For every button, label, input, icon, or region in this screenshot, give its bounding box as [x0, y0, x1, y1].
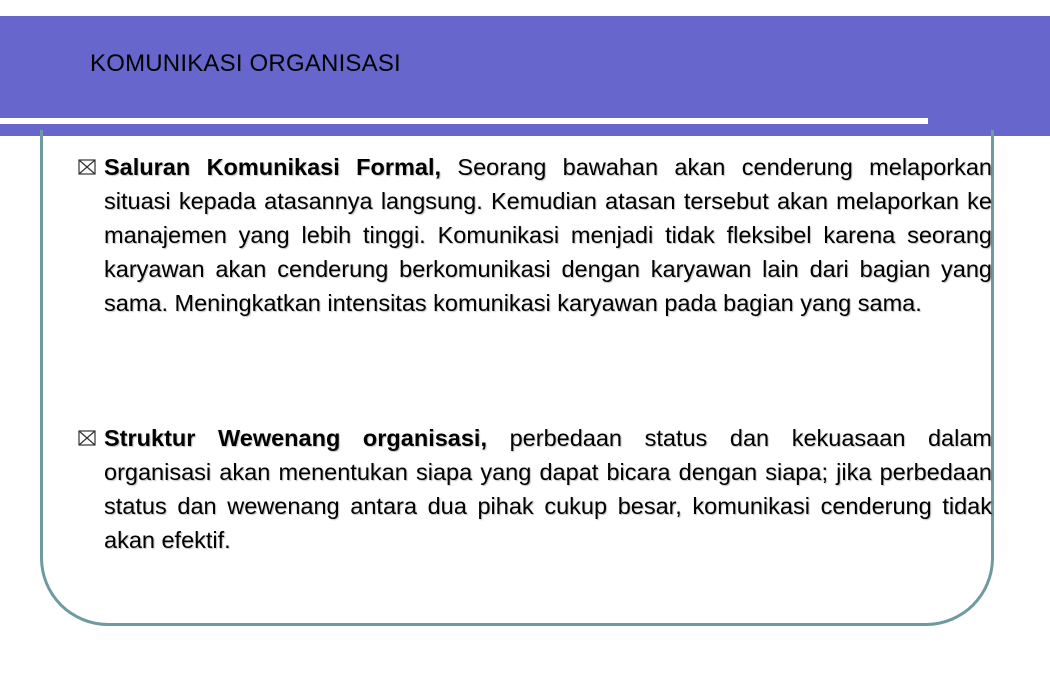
bullet-text: perbedaan status dan kekuasaan dalam organisasi akan menentukan siapa yang dapat bicara dengan siapa; jika perbedaan status dan wewenang antara dua pihak cukup besar, komunikasi cenderung tidak akan efektif.	[104, 425, 992, 553]
bullet-text: Seorang bawahan akan cenderung melaporkan situasi kepada atasannya langsung. Kemudian atasan tersebut akan melaporkan ke manajemen yang lebih tinggi. Komunikasi menjadi tidak fleksibel karena seorang karyawan akan cenderung berkomunikasi dengan karyawan lain dari bagian yang sama. Meningkatkan intensitas komunikasi karyawan pada bagian yang sama.	[104, 154, 992, 316]
envelope-icon	[78, 430, 96, 446]
bullet-item-saluran-komunikasi	[104, 150, 992, 320]
bullet-lead: Struktur Wewenang organisasi,	[104, 425, 487, 451]
envelope-icon	[78, 159, 96, 175]
bullet-lead: Saluran Komunikasi Formal,	[104, 154, 442, 180]
slide-title: KOMUNIKASI ORGANISASI	[90, 50, 401, 77]
bullet-item-struktur-wewenang	[104, 421, 992, 557]
